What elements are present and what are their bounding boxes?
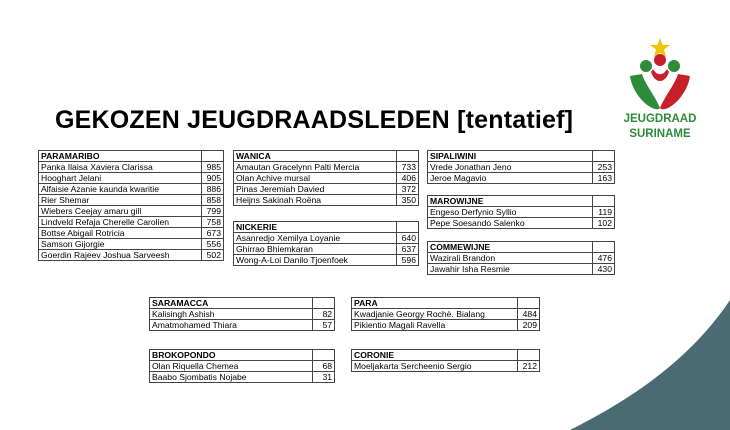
district-table-saramacca <box>149 297 335 331</box>
vote-count: 209 <box>518 320 540 331</box>
district-table-coronie <box>351 349 540 372</box>
table-row <box>234 255 419 266</box>
vote-count: 406 <box>397 173 419 184</box>
member-name: Wong-A-Loi Danilo Tjoenfoek <box>234 255 397 266</box>
table-row <box>39 162 224 173</box>
vote-count: 596 <box>397 255 419 266</box>
table-row <box>428 218 615 229</box>
district-header: WANICA <box>234 151 397 162</box>
district-header: MAROWIJNE <box>428 196 593 207</box>
member-name: Moeljakarta Sercheenio Sergio <box>352 361 518 372</box>
district-header: CORONIE <box>352 350 518 361</box>
member-name: Pinas Jeremiah Davied <box>234 184 397 195</box>
vote-count: 163 <box>593 173 615 184</box>
vote-count: 758 <box>202 217 224 228</box>
district-table-nickerie <box>233 221 419 266</box>
table-row <box>39 173 224 184</box>
vote-count: 31 <box>313 372 335 383</box>
table-row <box>234 195 419 206</box>
member-name: Lindveld Refaja Cherelle Carolien <box>39 217 202 228</box>
vote-count: 502 <box>202 250 224 261</box>
district-table-brokopondo <box>149 349 335 383</box>
table-row <box>234 162 419 173</box>
district-header: COMMEWIJNE <box>428 242 593 253</box>
district-header: NICKERIE <box>234 222 397 233</box>
member-name: Ghirrao Bhiemkaran <box>234 244 397 255</box>
member-name: Rier Shemar <box>39 195 202 206</box>
table-row <box>234 184 419 195</box>
table-row <box>428 253 615 264</box>
vote-count: 886 <box>202 184 224 195</box>
table-row <box>428 207 615 218</box>
table-row <box>150 320 335 331</box>
logo-line1: JEUGDRAAD <box>623 113 697 125</box>
member-name: Pikientio Magali Ravella <box>352 320 518 331</box>
vote-count: 985 <box>202 162 224 173</box>
district-table-commewijne <box>427 241 615 275</box>
table-row <box>39 195 224 206</box>
member-name: Panka Ilaisa Xaviera Clarissa <box>39 162 202 173</box>
table-row <box>352 320 540 331</box>
table-row <box>150 361 335 372</box>
member-name: Wazirali Brandon <box>428 253 593 264</box>
member-name: Samson Gijorgie <box>39 239 202 250</box>
member-name: Alfaisie Azanie kaunda kwaritie <box>39 184 202 195</box>
member-name: Hooghart Jelani <box>39 173 202 184</box>
table-row <box>39 228 224 239</box>
member-name: Pepe Soesando Salenko <box>428 218 593 229</box>
district-header: PARAMARIBO <box>39 151 202 162</box>
district-table-paramaribo <box>38 150 224 261</box>
table-row <box>39 184 224 195</box>
vote-count: 640 <box>397 233 419 244</box>
vote-count: 119 <box>593 207 615 218</box>
district-table-marowijne <box>427 195 615 229</box>
table-row <box>234 244 419 255</box>
vote-count: 253 <box>593 162 615 173</box>
member-name: Kalisingh Ashish <box>150 309 313 320</box>
district-table-wanica <box>233 150 419 206</box>
table-row <box>428 173 615 184</box>
table-row <box>428 162 615 173</box>
vote-count: 57 <box>313 320 335 331</box>
table-row <box>428 264 615 275</box>
member-name: Engeso Derfynio Syllio <box>428 207 593 218</box>
logo-line2: SURINAME <box>629 128 691 140</box>
member-name: Wiebers Ceejay amaru gill <box>39 206 202 217</box>
vote-count: 484 <box>518 309 540 320</box>
member-name: Goerdin Rajeev Joshua Sarveesh <box>39 250 202 261</box>
member-name: Bottse Abigail Rotricia <box>39 228 202 239</box>
member-name: Baabo Sjombatis Nojabe <box>150 372 313 383</box>
vote-count: 102 <box>593 218 615 229</box>
district-table-para <box>351 297 540 331</box>
vote-count: 637 <box>397 244 419 255</box>
table-row <box>234 233 419 244</box>
district-header: SARAMACCA <box>150 298 313 309</box>
table-row <box>150 372 335 383</box>
vote-count: 350 <box>397 195 419 206</box>
vote-count: 733 <box>397 162 419 173</box>
member-name: Kwadjanie Georgy Rochè. Bialang <box>352 309 518 320</box>
vote-count: 556 <box>202 239 224 250</box>
member-name: Jawahir Isha Resmie <box>428 264 593 275</box>
district-table-sipaliwini <box>427 150 615 184</box>
table-row <box>39 250 224 261</box>
table-row <box>352 361 540 372</box>
table-row <box>352 309 540 320</box>
member-name: Amatmohamed Thiara <box>150 320 313 331</box>
district-header: BROKOPONDO <box>150 350 313 361</box>
member-name: Asanredjo Xemilya Loyanie <box>234 233 397 244</box>
table-row <box>39 217 224 228</box>
vote-count: 68 <box>313 361 335 372</box>
district-header: SIPALIWINI <box>428 151 593 162</box>
vote-count: 858 <box>202 195 224 206</box>
table-row <box>39 206 224 217</box>
vote-count: 673 <box>202 228 224 239</box>
member-name: Jeroe Magavio <box>428 173 593 184</box>
vote-count: 82 <box>313 309 335 320</box>
vote-count: 905 <box>202 173 224 184</box>
vote-count: 799 <box>202 206 224 217</box>
vote-count: 372 <box>397 184 419 195</box>
member-name: Olan Riquella Chemea <box>150 361 313 372</box>
vote-count: 476 <box>593 253 615 264</box>
vote-count: 430 <box>593 264 615 275</box>
member-name: Amautan Gracelynn Palti Mercia <box>234 162 397 173</box>
district-header: PARA <box>352 298 518 309</box>
table-row <box>234 173 419 184</box>
table-row <box>39 239 224 250</box>
table-row <box>150 309 335 320</box>
logo-wordmark <box>610 112 710 142</box>
member-name: Olan Achive mursal <box>234 173 397 184</box>
member-name: Vrede Jonathan Jeno <box>428 162 593 173</box>
member-name: Heijns Sakinah Roëna <box>234 195 397 206</box>
page-title: GEKOZEN JEUGDRAADSLEDEN [tentatief] <box>55 106 574 134</box>
vote-count: 212 <box>518 361 540 372</box>
